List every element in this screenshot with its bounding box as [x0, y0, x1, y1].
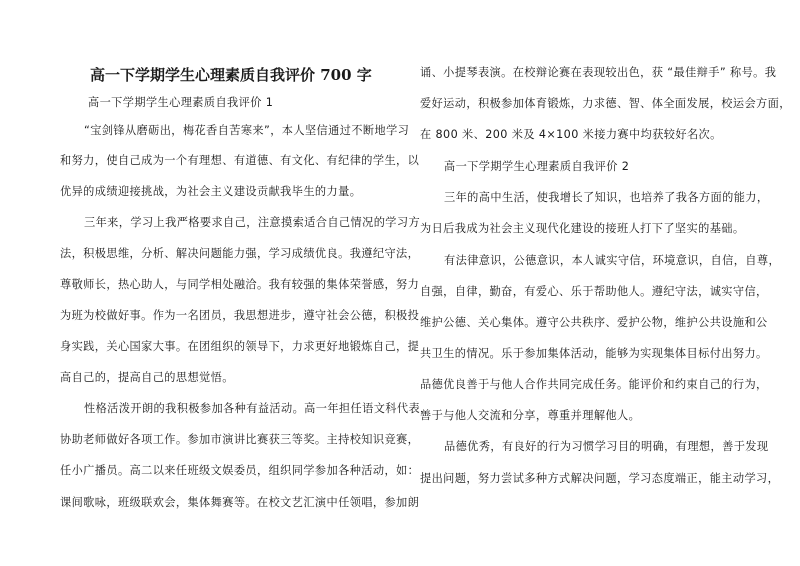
paragraph-line: 性格活泼开朗的我积极参加各种有益活动。高一年担任语文科代表，: [84, 402, 432, 415]
paragraph-line: 有法律意识，公德意识，本人诚实守信，环境意识，自信，自尊，: [444, 254, 781, 267]
paragraph-line: 身实践，关心国家大事。在团组织的领导下，力求更好地锻炼自己，提: [60, 340, 420, 353]
paragraph-line: 三年的高中生活，使我增长了知识，也培养了我各方面的能力，: [444, 191, 769, 204]
paragraph-line: 提出问题，努力尝试多种方式解决问题，学习态度端正，能主动学习，: [420, 472, 780, 485]
paragraph-line: 品德优秀，有良好的行为习惯学习目的明确，有理想，善于发现: [444, 440, 769, 453]
paragraph-line: 品德优良善于与他人合作共同完成任务。能评价和约束自己的行为，: [420, 378, 768, 391]
section-heading-2: 高一下学期学生心理素质自我评价 2: [444, 160, 630, 173]
paragraph-line: 善于与他人交流和分享，尊重并理解他人。: [420, 409, 641, 422]
paragraph-line: 法，积极思维，分析、解决问题能力强，学习成绩优良。我遵纪守法，: [60, 247, 420, 260]
paragraph-line: 三年来，学习上我严格要求自己，注意摸索适合自己情况的学习方: [84, 216, 421, 229]
paragraph-line: 任小广播员。高二以来任班级文娱委员，组织同学参加各种活动，如：: [60, 464, 420, 477]
paragraph-line: 为日后我成为社会主义现代化建设的接班人打下了坚实的基础。: [420, 222, 745, 235]
section-heading-1: 高一下学期学生心理素质自我评价 1: [88, 96, 274, 109]
paragraph-line: 高自己的，提高自己的思想觉悟。: [60, 371, 234, 384]
paragraph-line: 共卫生的情况。乐于参加集体活动，能够为实现集体目标付出努力。: [420, 347, 768, 360]
paragraph-line: 自强，自律，勤奋，有爱心、乐于帮助他人。遵纪守法，诚实守信，: [420, 285, 768, 298]
paragraph-line: 诵、小提琴表演。在校辩论赛在表现较出色，获 “最佳辩手” 称号。我: [420, 66, 777, 79]
paragraph-line: 在 800 米、200 米及 4×100 米接力赛中均获较好名次。: [420, 128, 722, 141]
paragraph-line: “宝剑锋从磨砺出，梅花香自苦寒来”，本人坚信通过不断地学习: [84, 124, 410, 137]
paragraph-line: 优异的成绩迎接挑战，为社会主义建设贡献我毕生的力量。: [60, 185, 362, 198]
paragraph-line: 为班为校做好事。作为一名团员，我思想进步，遵守社会公德，积极投: [60, 309, 420, 322]
document-title: 高一下学期学生心理素质自我评价 700 字: [90, 66, 372, 84]
paragraph-line: 协助老师做好各项工作。参加市演讲比赛获三等奖。主持校知识竞赛，: [60, 433, 420, 446]
paragraph-line: 和努力，使自己成为一个有理想、有道德、有文化、有纪律的学生，以: [60, 154, 420, 167]
paragraph-line: 维护公德、关心集体。遵守公共秩序、爱护公物，维护公共设施和公: [420, 316, 768, 329]
paragraph-line: 课间歌咏，班级联欢会，集体舞赛等。在校文艺汇演中任领唱，参加朗: [60, 496, 420, 509]
paragraph-line: 尊敬师长，热心助人，与同学相处融洽。我有较强的集体荣誉感，努力: [60, 278, 420, 291]
paragraph-line: 爱好运动，积极参加体育锻炼，力求德、智、体全面发展，校运会方面，: [420, 97, 791, 110]
